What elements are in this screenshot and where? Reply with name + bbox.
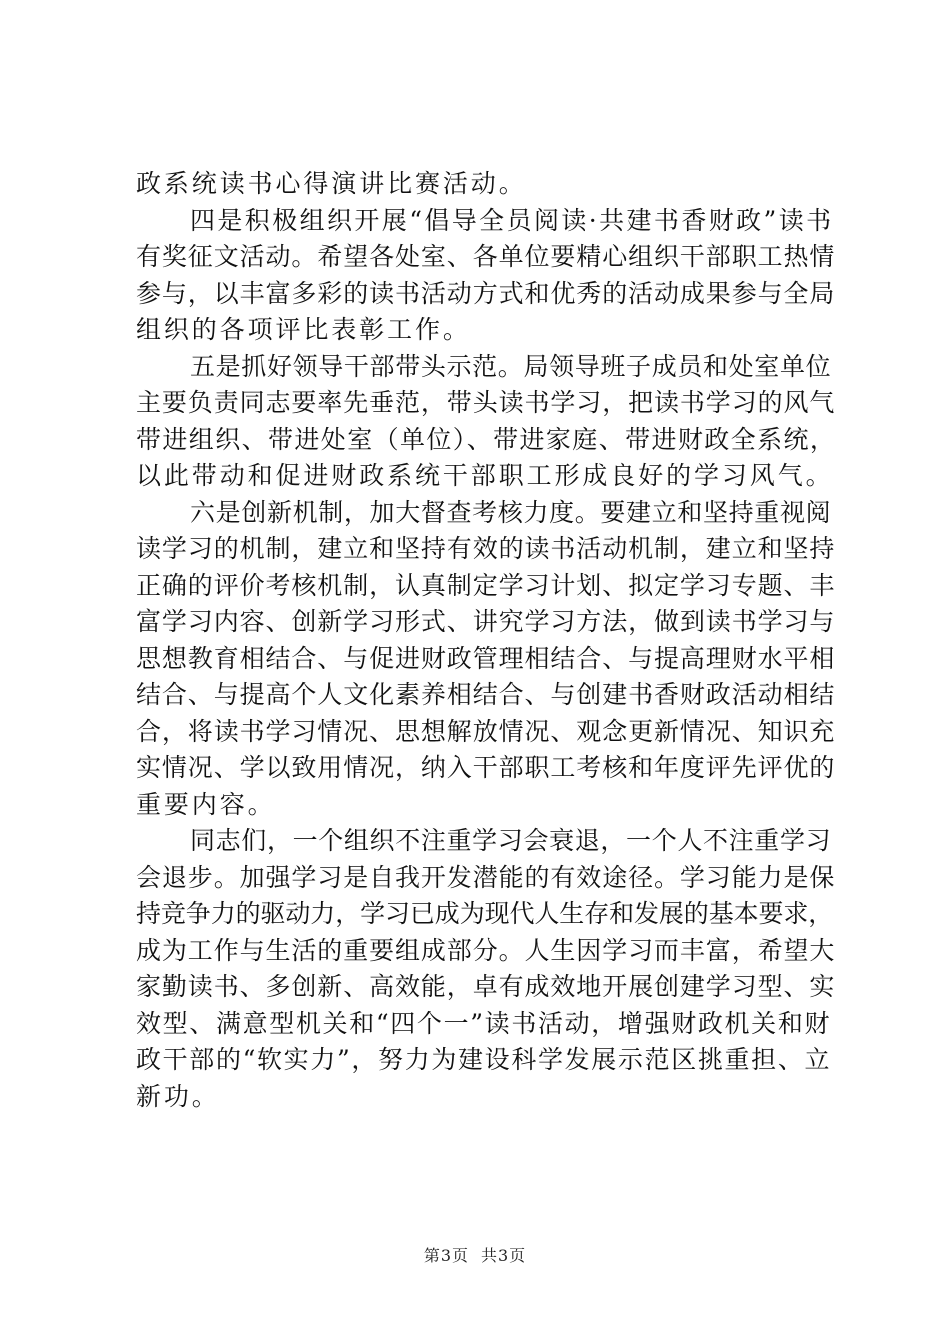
text-line: 家勤读书、多创新、高效能，卓有成效地开展创建学习型、实 bbox=[136, 972, 836, 1001]
text-line: 正确的评价考核机制，认真制定学习计划、拟定学习专题、丰 bbox=[136, 570, 836, 600]
text-line: 新功。 bbox=[136, 1081, 220, 1111]
text-line: 成为工作与生活的重要组成部分。人生因学习而丰富，希望大 bbox=[136, 935, 836, 965]
text-line: 持竞争力的驱动力，学习已成为现代人生存和发展的基本要求， bbox=[136, 899, 834, 928]
text-line: 思想教育相结合、与促进财政管理相结合、与提高理财水平相 bbox=[136, 643, 836, 673]
text-line: 效型、满意型机关和“四个一”读书活动，增强财政机关和财 bbox=[136, 1008, 832, 1038]
text-line: 五是抓好领导干部带头示范。局领导班子成员和处室单位 bbox=[190, 351, 832, 381]
text-line: 六是创新机制，加大督查考核力度。要建立和坚持重视阅 bbox=[190, 497, 832, 527]
text-line: 结合、与提高个人文化素养相结合、与创建书香财政活动相结 bbox=[136, 680, 836, 709]
text-line: 以此带动和促进财政系统干部职工形成良好的学习风气。 bbox=[136, 461, 834, 490]
text-line: 主要负责同志要率先垂范，带头读书学习，把读书学习的风气 bbox=[136, 388, 836, 417]
page-footer bbox=[0, 1243, 950, 1266]
body-text bbox=[136, 166, 836, 1115]
text-line: 读学习的机制，建立和坚持有效的读书活动机制，建立和坚持 bbox=[136, 534, 836, 563]
text-line: 合，将读书学习情况、思想解放情况、观念更新情况、知识充 bbox=[136, 716, 836, 746]
text-line: 组织的各项评比表彰工作。 bbox=[136, 315, 471, 344]
text-line: 同志们，一个组织不注重学习会衰退，一个人不注重学习 bbox=[190, 826, 832, 855]
text-line: 政干部的“软实力”，努力为建设科学发展示范区挑重担、立 bbox=[136, 1045, 832, 1074]
text-line: 会退步。加强学习是自我开发潜能的有效途径。学习能力是保 bbox=[136, 862, 836, 892]
text-line: 重要内容。 bbox=[136, 789, 276, 819]
text-line: 实情况、学以致用情况，纳入干部职工考核和年度评先评优的 bbox=[136, 753, 836, 782]
text-line: 有奖征文活动。希望各处室、各单位要精心组织干部职工热情 bbox=[136, 242, 836, 271]
page-total: 共3页 bbox=[481, 1246, 527, 1265]
text-line: 参与，以丰富多彩的读书活动方式和优秀的活动成果参与全局 bbox=[136, 278, 836, 308]
page-number: 第3页 bbox=[423, 1246, 469, 1265]
text-line: 带进组织、带进处室（单位）、带进家庭、带进财政全系统， bbox=[136, 424, 837, 454]
text-line: 富学习内容、创新学习形式、讲究学习方法，做到读书学习与 bbox=[136, 607, 836, 636]
text-line: 政系统读书心得演讲比赛活动。 bbox=[136, 169, 527, 198]
text-line: 四是积极组织开展“倡导全员阅读·共建书香财政”读书 bbox=[190, 205, 834, 235]
